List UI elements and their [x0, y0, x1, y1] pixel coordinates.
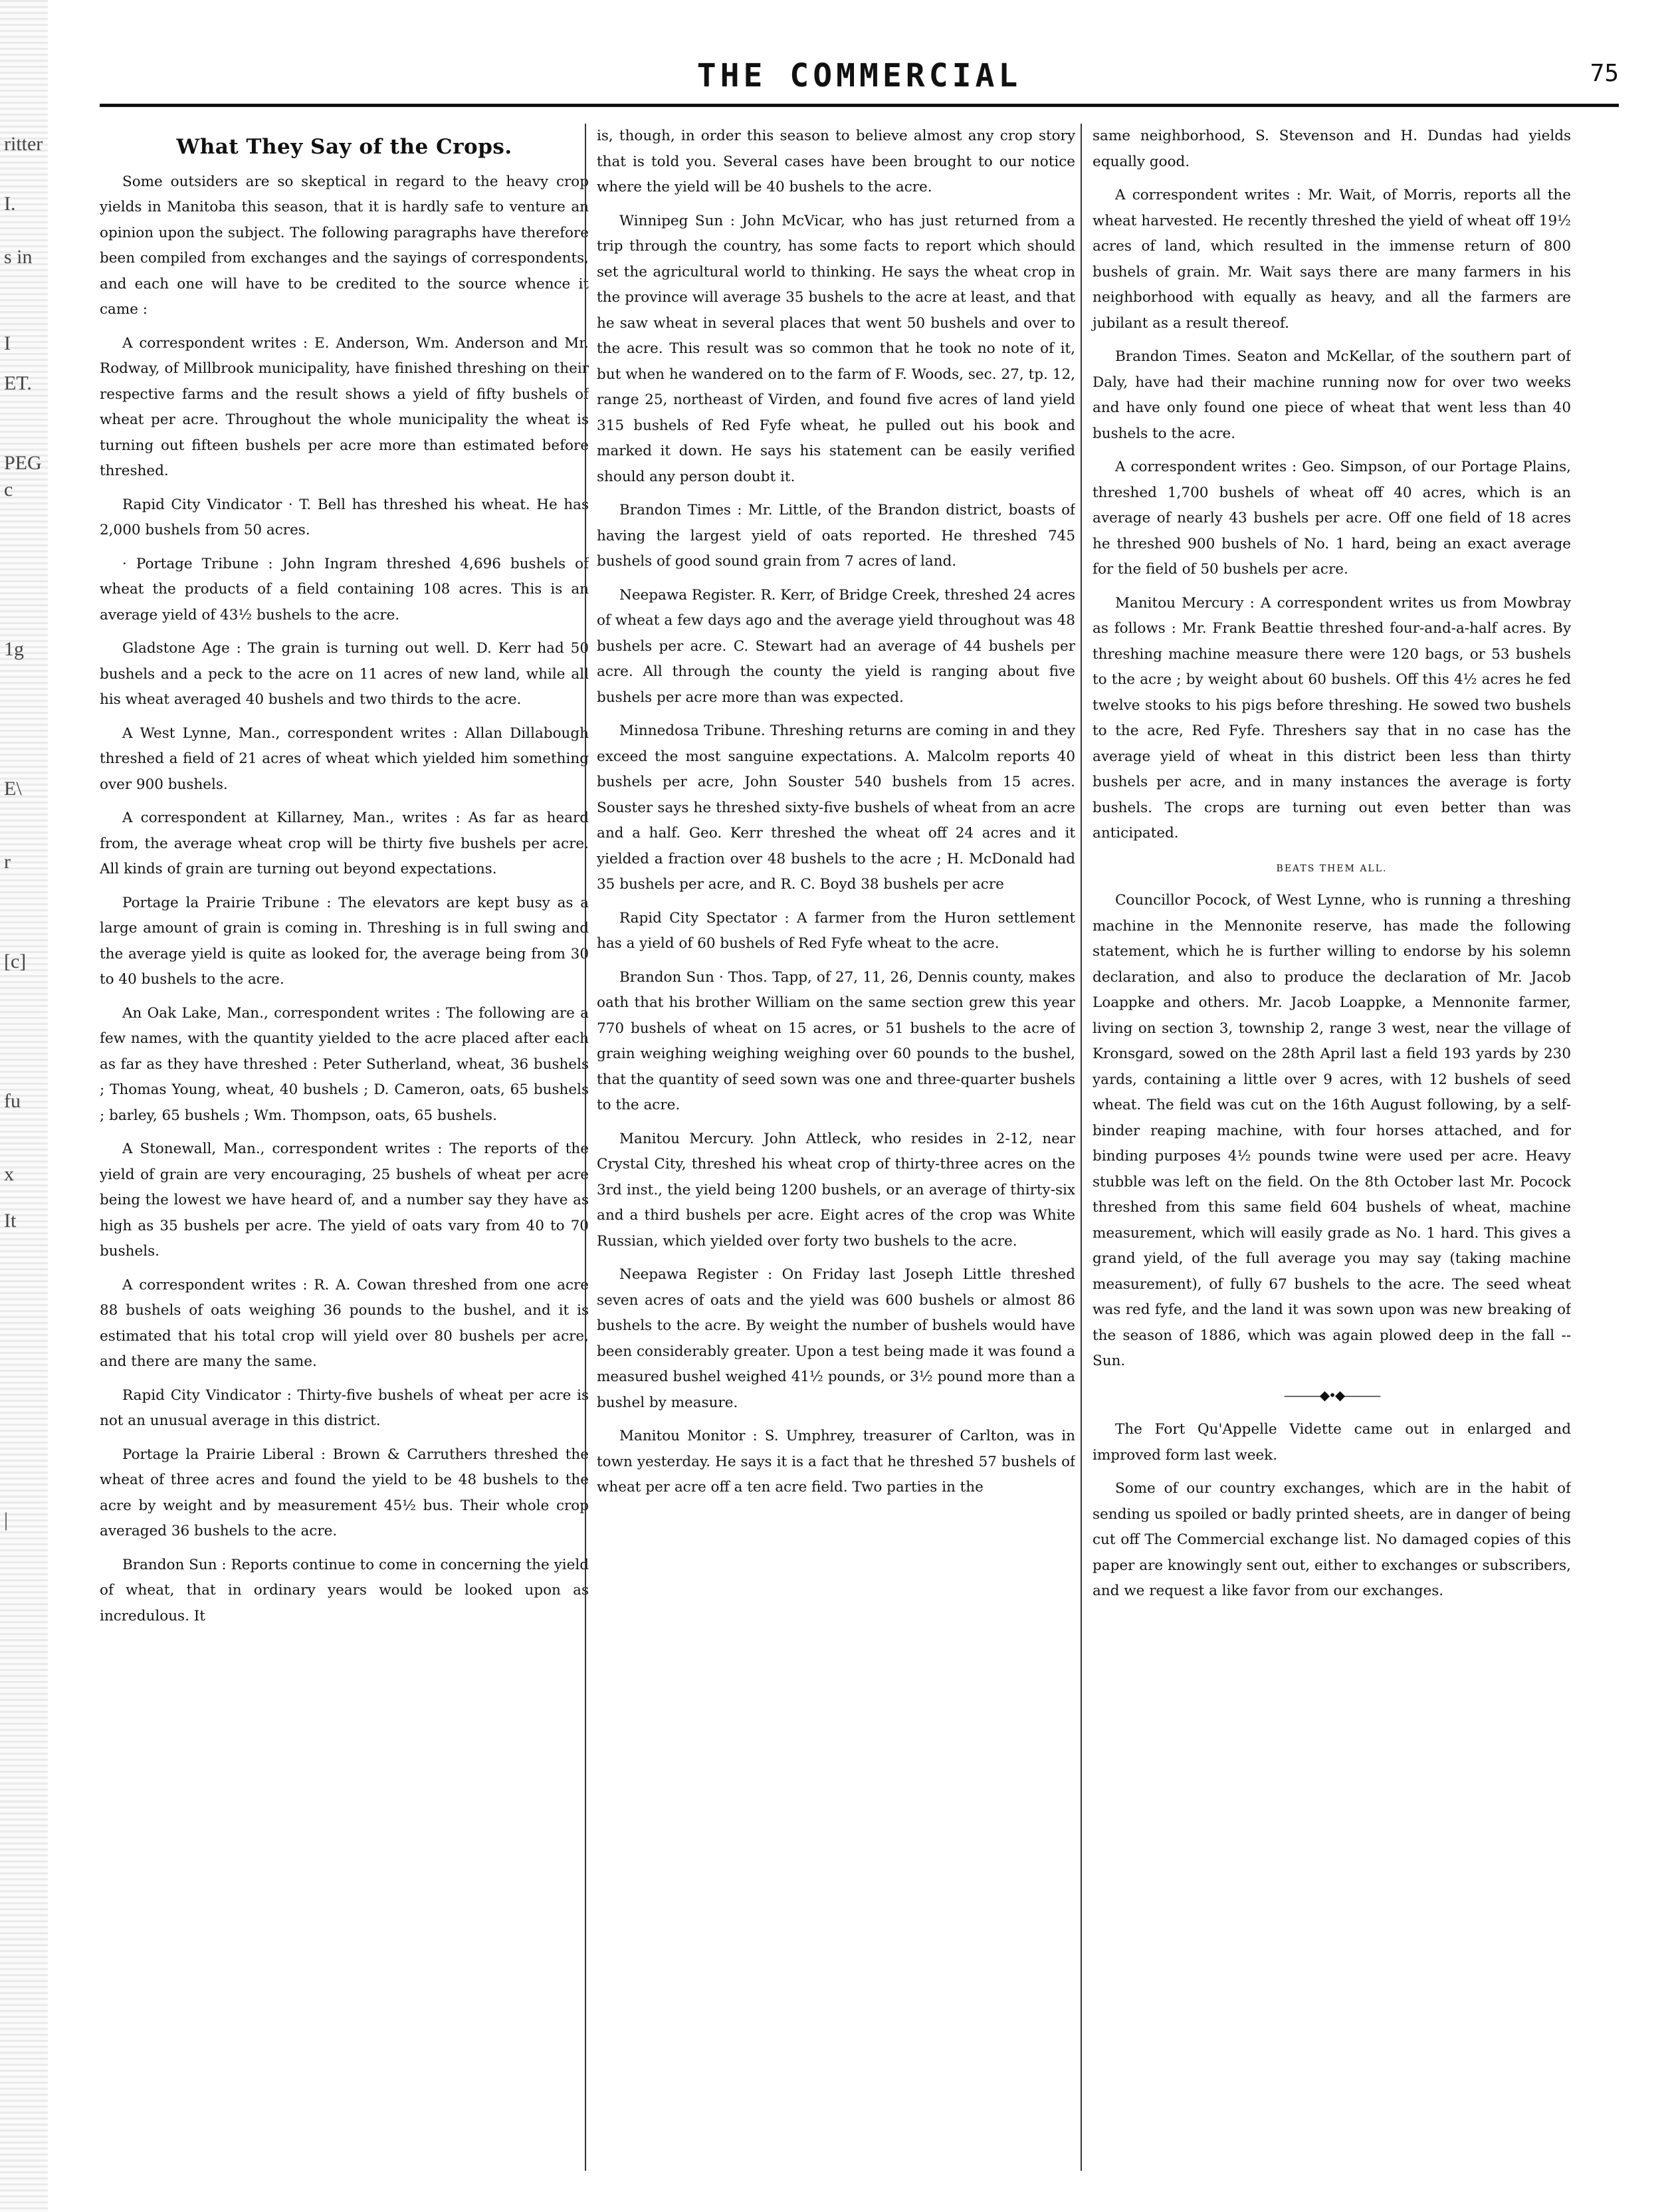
paragraph: A West Lynne, Man., correspondent writes : Allan Dillabough threshed a field of 21 acres of wheat which yielded him something over 900 bushels.	[100, 724, 589, 793]
paragraph: is, though, in order this season to believe almost any crop story that is told you. Several cases have been brought to our notice where the yield will be 40 bushels to the acre.	[597, 128, 1075, 195]
paragraph: Brandon Times. Seaton and McKellar, of the southern part of Daly, have had their machine running now for over two weeks and have only found one piece of wheat that went less than 40 bushels to the acre.	[1093, 348, 1571, 442]
paragraph: Gladstone Age : The grain is turning out well. D. Kerr had 50 bushels and a peck to the acre on 11 acres of new land, while all his wheat averaged 40 bushels and two thirds to the acre.	[100, 640, 589, 708]
paragraph: Manitou Monitor : S. Umphrey, treasurer of Carlton, was in town yesterday. He says it is a fact that he threshed 57 bushels of wheat per acre off a ten acre field. Two parties in the	[597, 1428, 1075, 1495]
paragraph: Rapid City Vindicator · T. Bell has threshed his wheat. He has 2,000 bushels from 50 acres.	[100, 496, 589, 538]
paragraph: Winnipeg Sun : John McVicar, who has just returned from a trip through the country, has some facts to report which should set the agricultural world to thinking. He says the wheat crop in the province will average 35 bushels to the acre at least, and that he saw wheat in several places that went 50 bushels and over to the acre. This result was so common that he took no note of it, but when he wandered on to the farm of F. Woods, sec. 27, tp. 12, range 25, northeast of Virden, and found five acres of land yield 315 bushels of Red Fyfe wheat, he pulled out his book and marked it down. He says his statement can be easily verified should any person doubt it.	[597, 212, 1075, 485]
column-1	[100, 124, 589, 2171]
paragraph: A correspondent writes : Geo. Simpson, of our Portage Plains, threshed 1,700 bushels of wheat off 40 acres, which is an average of nearly 43 bushels per acre. Off one field of 18 acres he threshed 900 bushels of No. 1 hard, being an exact average for the field of 50 bushels per acre.	[1093, 459, 1571, 578]
paragraph: A correspondent writes : E. Anderson, Wm. Anderson and Mr. Rodway, of Millbrook municipality, have finished threshing on their respective farms and the result shows a yield of fifty bushels of wheat per acre. Throughout the whole municipality the wheat is turning out fifteen bushels per acre more than estimated before threshed.	[100, 334, 589, 479]
paragraph: Some outsiders are so skeptical in regard to the heavy crop yields in Manitoba this season, that it is hardly safe to venture an opinion upon the subject. The following paragraphs have therefore been compiled from exchanges and the sayings of correspondents, and each one will have to be credited to the source whence it came :	[100, 173, 589, 318]
paragraph: Portage la Prairie Liberal : Brown & Carruthers threshed the wheat of three acres and found the yield to be 48 bushels to the acre by weight and by measurement 45½ bus. Their whole crop averaged 36 bushels to the acre.	[100, 1446, 589, 1539]
paragraph: Portage la Prairie Tribune : The elevators are kept busy as a large amount of grain is coming in. Threshing is in full swing and the average yield is quite as looked for, the average being from 30 to 40 bushels to the acre.	[100, 894, 589, 988]
paragraph: An Oak Lake, Man., correspondent writes : The following are a few names, with the quantity yielded to the acre placed after each as far as they have threshed : Peter Sutherland, wheat, 36 bushels ; Thomas Young, wheat, 40 bushels ; D. Cameron, oats, 65 bushels ; barley, 65 bushels ; Wm. Thompson, oats, 65 bushels.	[100, 1004, 589, 1124]
paragraph: A correspondent writes : Mr. Wait, of Morris, reports all the wheat harvested. He recently threshed the yield of wheat off 19½ acres of land, which resulted in the immense return of 800 bushels of grain. Mr. Wait says there are many farmers in his neighborhood with equally as heavy, and all the farmers are jubilant as a result thereof.	[1093, 187, 1571, 332]
paragraph: Brandon Times : Mr. Little, of the Brandon district, boasts of having the largest yield of oats reported. He threshed 745 bushels of good sound grain from 7 acres of land.	[597, 502, 1075, 570]
page-number: 75	[1590, 60, 1619, 87]
paragraph: · Portage Tribune : John Ingram threshed 4,696 bushels of wheat the products of a field containing 108 acres. This is an average yield of 43½ bushels to the acre.	[100, 555, 589, 623]
paragraph: Minnedosa Tribune. Threshing returns are coming in and they exceed the most sanguine expectations. A. Malcolm reports 40 bushels per acre, John Souster 540 bushels from 15 acres. Souster says he threshed sixty-five bushels of wheat from an acre and a half. Geo. Kerr threshed the wheat off 24 acres and it yielded a fraction over 48 bushels to the acre ; H. McDonald had 35 bushels per acre, and R. C. Boyd 38 bushels per acre	[597, 722, 1075, 893]
paragraph: Councillor Pocock, of West Lynne, who is running a threshing machine in the Mennonite reserve, has made the following statement, which he is further willing to endorse by his solemn declaration, and also to produce the declaration of Mr. Jacob Loappke and others. Mr. Jacob Loappke, a Mennonite farmer, living on section 3, township 2, range 3 west, near the village of Kronsgard, sowed on the 28th April last a field 193 yards by 230 yards, containing a little over 9 acres, with 12 bushels of seed wheat. The field was cut on the 16th August following, by a self-binder reaping machine, with four horses attached, and for binding purposes 4½ pounds twine were used per acre. Heavy stubble was left on the field. On the 8th October last Mr. Pocock threshed from this same field 604 bushels of wheat, machine measurement, which will easily grade as No. 1 hard. This gives a grand yield, of the full average you may say (taking machine measurement), of fully 67 bushels to the acre. The seed wheat was red fyfe, and the land it was sown upon was new breaking of the season of 1886, which was again plowed deep in the fall --Sun.	[1093, 892, 1571, 1369]
paragraph: Manitou Mercury. John Attleck, who resides in 2-12, near Crystal City, threshed his wheat crop of thirty-three acres on the 3rd inst., the yield being 1200 bushels, or an average of thirty-six and a third bushels per acre. Eight acres of the crop was White Russian, which yielded over forty two bushels to the acre.	[597, 1130, 1075, 1250]
paragraph: A Stonewall, Man., correspondent writes : The reports of the yield of grain are very encouraging, 25 bushels of wheat per acre being the lowest we have heard of, and a number say they have as high as 35 bushels per acre. The yield of oats vary from 40 to 70 bushels.	[100, 1141, 589, 1260]
masthead	[100, 57, 1619, 107]
adjacent-page-fragments: ritter I. s in I ET. PEG c 1g E\ r [c] fu x It |	[4, 133, 43, 1531]
paragraph: The Fort Qu'Appelle Vidette came out in enlarged and improved form last week.	[1093, 1421, 1571, 1464]
newspaper-title: THE COMMERCIAL	[696, 57, 1022, 94]
paragraph: Neepawa Register : On Friday last Joseph Little threshed seven acres of oats and the yield was 600 bushels or almost 86 bushels to the acre. By weight the number of bushels would have been considerably greater. Upon a test being made it was found a measured bushel weighed 41½ pounds, or 3½ pound more than a bushel by measure.	[597, 1266, 1075, 1411]
ornamental-rule: ———◆•◆———	[1283, 1386, 1380, 1403]
paragraph: A correspondent writes : R. A. Cowan threshed from one acre 88 bushels of oats weighing 36 pounds to the bushel, and it is estimated that his total crop will yield over 80 bushels per acre, and there are many the same.	[100, 1276, 589, 1370]
article-headline: What They Say of the Crops.	[176, 135, 512, 159]
paragraph: Brandon Sun : Reports continue to come in concerning the yield of wheat, that in ordinary years would be looked upon as incredulous. It	[100, 1556, 589, 1624]
paragraph: same neighborhood, S. Stevenson and H. Dundas had yields equally good.	[1093, 128, 1571, 170]
paragraph: Rapid City Spectator : A farmer from the Huron settlement has a yield of 60 bushels of Red Fyfe wheat to the acre.	[597, 909, 1075, 952]
paragraph: A correspondent at Killarney, Man., writes : As far as heard from, the average wheat crop will be thirty five bushels per acre. All kinds of grain are turning out beyond expectations.	[100, 810, 589, 877]
paragraph: Neepawa Register. R. Kerr, of Bridge Creek, threshed 24 acres of wheat a few days ago and the average yield throughout was 48 bushels per acre. C. Stewart had an average of 44 bushels per acre. All through the county the yield is ranging about five bushels per acre more than was expected.	[597, 586, 1075, 706]
paragraph: Brandon Sun · Thos. Tapp, of 27, 11, 26, Dennis county, makes oath that his brother William on the same section grew this year 770 bushels of wheat on 15 acres, or 51 bushels to the acre of grain weighing weighing weighing over 60 pounds to the bushel, that the quantity of seed sown was one and three-quarter bushels to the acre.	[597, 968, 1075, 1113]
column-3	[1081, 124, 1571, 2171]
section-subhead: BEATS THEM ALL.	[1276, 863, 1388, 874]
column-2	[585, 124, 1075, 2171]
paragraph: Manitou Mercury : A correspondent writes us from Mowbray as follows : Mr. Frank Beattie threshed four-and-a-half acres. By threshing machine measure there were 120 bags, or 53 bushels to the acre ; by weight about 60 bushels. Off this 4½ acres he fed twelve stooks to his pigs before threshing. He sowed two bushels to the acre, Red Fyfe. Threshers say that in no case has the average yield of wheat in this district been less than thirty bushels per acre, and in many instances the average is forty bushels. The crops are turning out even better than was anticipated.	[1093, 594, 1571, 841]
paragraph: Rapid City Vindicator : Thirty-five bushels of wheat per acre is not an unusual average in this district.	[100, 1386, 589, 1429]
paragraph: Some of our country exchanges, which are in the habit of sending us spoiled or badly printed sheets, are in danger of being cut off The Commercial exchange list. No damaged copies of this paper are knowingly sent out, either to exchanges or subscribers, and we request a like favor from our exchanges.	[1093, 1480, 1571, 1599]
